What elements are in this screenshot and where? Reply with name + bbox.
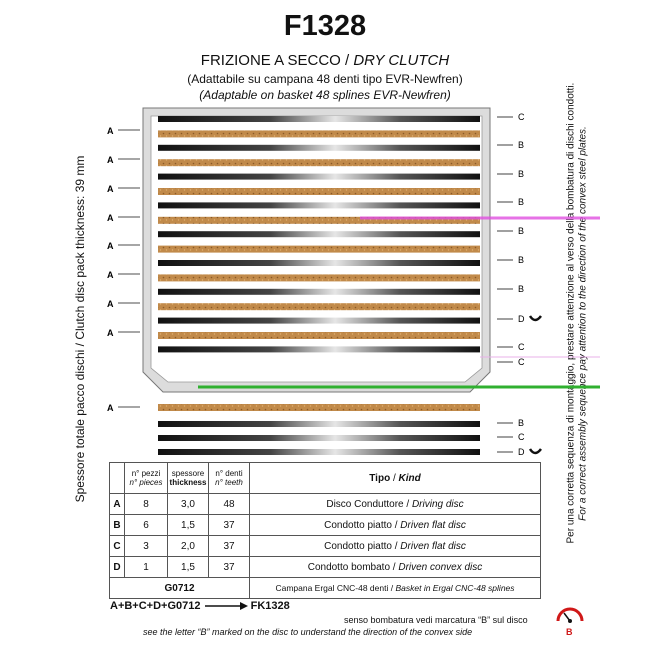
table-row xyxy=(110,515,541,536)
stack-left-label: A xyxy=(107,126,114,136)
thickness-cell: 1,5 xyxy=(168,557,209,578)
stack-right-label: B xyxy=(518,255,525,265)
table-row xyxy=(110,536,541,557)
table-header-row: n° pezzi n° pieces spessore thickness n° denti n° teeth Tipo / Kind xyxy=(110,463,541,494)
table-row xyxy=(110,494,541,515)
stack-left-label: A xyxy=(107,184,114,194)
stack-left-label: A xyxy=(107,213,114,223)
stack-left-label: A xyxy=(107,155,114,165)
basket-row: G0712 Campana Ergal CNC-48 denti / Basket in Ergal CNC-48 splines xyxy=(110,578,541,599)
driven-disc xyxy=(158,435,480,441)
convex-icon xyxy=(530,449,541,453)
stack-right-label: B xyxy=(518,169,525,179)
driven-disc xyxy=(158,202,480,208)
thickness-cell: 1,5 xyxy=(168,515,209,536)
stack-left-label: A xyxy=(107,299,114,309)
compat-english: (Adaptable on basket 48 splines EVR-Newfren) xyxy=(199,88,451,102)
row-key: D xyxy=(110,557,125,578)
stack-left-label: A xyxy=(107,241,114,251)
convex-marker-icon xyxy=(553,604,587,638)
kind-cell: Condotto piatto / Driven flat disc xyxy=(250,536,541,557)
driven-disc xyxy=(158,421,480,427)
stack-right-label: B xyxy=(518,418,525,428)
stack-left-label: A xyxy=(107,270,114,280)
driven-disc xyxy=(158,116,480,122)
stack-right-label: D xyxy=(518,314,525,324)
stack-right-label: B xyxy=(518,140,525,150)
assembly-note-english: For a correct assembly sequence pay attention to the direction of the convex steel plates. xyxy=(577,126,589,521)
title-english: DRY CLUTCH xyxy=(353,52,450,69)
kind-cell: Condotto piatto / Driven flat disc xyxy=(250,515,541,536)
stack-left-label: A xyxy=(107,403,114,413)
row-key: A xyxy=(110,494,125,515)
spec-table xyxy=(109,462,541,599)
driven-disc xyxy=(158,449,480,455)
driving-disc xyxy=(158,274,480,281)
assembly-note-italian: Per una corretta sequenza di montaggio, prestare attenzione al verso della bombatura di dischi condotti. xyxy=(565,82,577,544)
driven-disc xyxy=(158,231,480,237)
driving-disc xyxy=(158,332,480,339)
stack-left-label: A xyxy=(107,328,114,338)
stack-right-label: C xyxy=(518,112,525,122)
title-italian: FRIZIONE A SECCO xyxy=(200,52,341,69)
title-separator: / xyxy=(340,52,354,69)
product-code: F1328 xyxy=(283,10,367,42)
thickness-cell: 3,0 xyxy=(168,494,209,515)
teeth-cell: 37 xyxy=(209,536,250,557)
stack-right-label: D xyxy=(518,447,525,457)
assembly-formula: A+B+C+D+G0712 FK1328 xyxy=(110,600,290,612)
driving-disc xyxy=(158,159,480,166)
teeth-cell: 37 xyxy=(209,515,250,536)
convex-icon xyxy=(530,316,541,320)
driven-disc xyxy=(158,346,480,352)
pieces-cell: 3 xyxy=(125,536,168,557)
driving-disc xyxy=(158,130,480,137)
convex-note-english: see the letter “B” marked on the disc to understand the direction of the convex side xyxy=(143,627,473,637)
arrow-right-icon xyxy=(204,601,248,611)
pieces-cell: 8 xyxy=(125,494,168,515)
stack-right-label: B xyxy=(518,197,525,207)
kind-cell: Disco Conduttore / Driving disc xyxy=(250,494,541,515)
stack-right-label: C xyxy=(518,432,525,442)
driven-disc xyxy=(158,260,480,266)
marker-letter: B xyxy=(566,627,573,637)
driven-disc xyxy=(158,289,480,295)
table-row xyxy=(110,557,541,578)
driven-disc xyxy=(158,318,480,324)
driving-disc xyxy=(158,303,480,310)
pieces-cell: 6 xyxy=(125,515,168,536)
driving-disc xyxy=(158,246,480,253)
stack-right-label: B xyxy=(518,284,525,294)
teeth-cell: 37 xyxy=(209,557,250,578)
stack-right-label: C xyxy=(518,342,525,352)
thickness-cell: 2,0 xyxy=(168,536,209,557)
row-key: C xyxy=(110,536,125,557)
pieces-cell: 1 xyxy=(125,557,168,578)
compat-italian: (Adattabile su campana 48 denti tipo EVR-Newfren) xyxy=(187,72,463,86)
row-key: B xyxy=(110,515,125,536)
driving-disc xyxy=(158,404,480,411)
pack-thickness-label: Spessore totale pacco dischi / Clutch disc pack thickness: 39 mm xyxy=(73,155,87,503)
driven-disc xyxy=(158,174,480,180)
teeth-cell: 48 xyxy=(209,494,250,515)
kind-cell: Condotto bombato / Driven convex disc xyxy=(250,557,541,578)
stack-right-label: B xyxy=(518,226,525,236)
stack-right-label: C xyxy=(518,357,525,367)
convex-note-italian: senso bombatura vedi marcatura “B” sul disco xyxy=(344,615,528,625)
driving-disc xyxy=(158,188,480,195)
driven-disc xyxy=(158,145,480,151)
